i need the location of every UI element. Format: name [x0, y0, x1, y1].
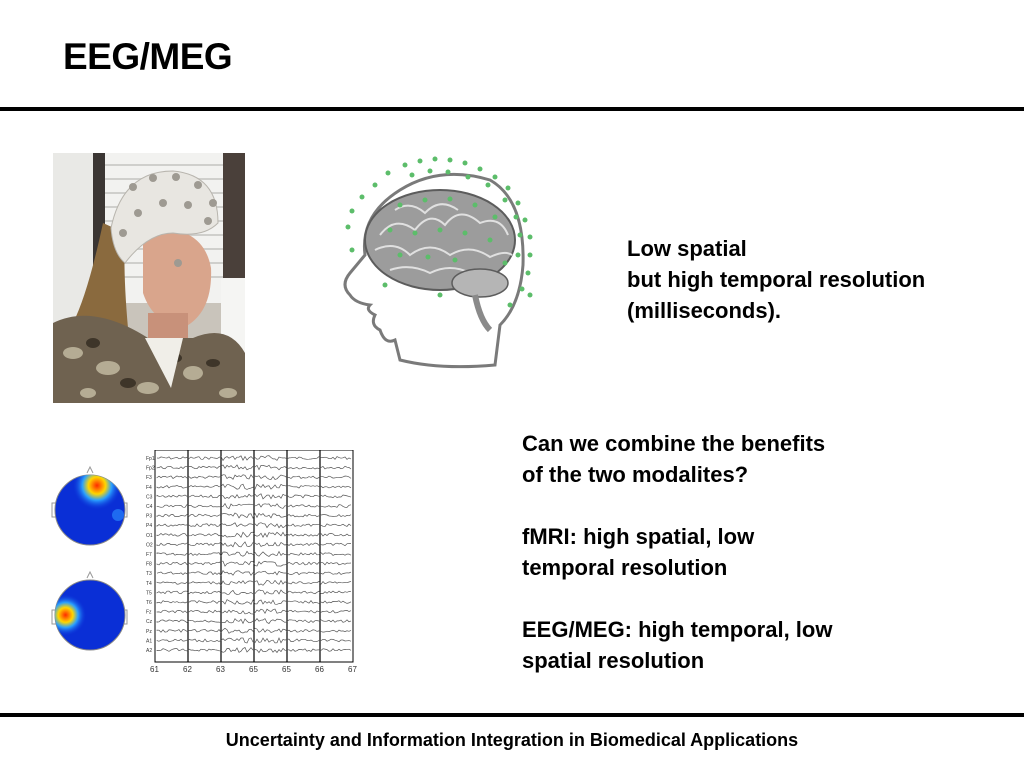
eeg-channel-label: F7: [146, 552, 152, 558]
low-spatial-line-3: (milliseconds).: [627, 298, 782, 323]
eeg-channel-label: Pz: [146, 628, 152, 635]
eeg-channel-label: C3: [146, 494, 153, 501]
low-spatial-line-1: Low spatial: [627, 236, 747, 261]
eeg-channel-label: Fz: [146, 609, 152, 616]
eeg-channel-label: C4: [146, 504, 153, 510]
combine-question-line-2: of the two modalites?: [522, 462, 749, 487]
scalp-topography-maps: [50, 465, 135, 665]
eeg-channel-label: A1: [146, 638, 153, 645]
eeg-channel-label: Cz: [146, 619, 153, 626]
eeg-channel-label: O2: [146, 542, 153, 549]
eeg-channel-label: Fp1: [146, 456, 155, 462]
eeg-time-label: 62: [183, 665, 192, 674]
head-brain-diagram: [340, 155, 540, 375]
eeg-line-2: spatial resolution: [522, 648, 705, 673]
eeg-time-label: 63: [216, 665, 225, 674]
eeg-time-label: 67: [348, 665, 357, 674]
eeg-channel-label: F3: [146, 475, 152, 482]
eeg-channel-label: T6: [146, 600, 152, 606]
eeg-trace-plot: [145, 450, 360, 690]
eeg-time-label: 65: [249, 665, 258, 674]
eeg-channel-label: T3: [146, 571, 152, 578]
eeg-time-label: 61: [150, 665, 159, 674]
eeg-channel-label: T5: [146, 590, 152, 597]
eeg-channel-label: P4: [146, 523, 153, 530]
footer-text: Uncertainty and Information Integration in Biomedical Applications: [225, 730, 799, 750]
eeg-channel-label: F4: [146, 484, 152, 491]
eeg-channel-label: O1: [146, 532, 153, 539]
combine-text-block: [522, 428, 832, 676]
eeg-channel-label: Fp2: [146, 465, 155, 472]
eeg-time-label: 66: [315, 665, 324, 674]
eeg-line-1: EEG/MEG: high temporal, low: [522, 617, 833, 642]
low-spatial-line-2: but high temporal resolution: [627, 267, 926, 292]
eeg-channel-label: T4: [146, 580, 152, 587]
title-divider: [0, 107, 1024, 111]
footer-divider: [0, 713, 1024, 717]
eeg-channel-label: A2: [146, 648, 153, 654]
eeg-time-label: 65: [282, 665, 291, 674]
scalp-map-top: [52, 467, 127, 545]
fmri-line-2: temporal resolution: [522, 555, 728, 580]
combine-question-line-1: Can we combine the benefits: [522, 431, 826, 456]
fmri-line-1: fMRI: high spatial, low: [522, 524, 755, 549]
scalp-map-bottom: [52, 572, 127, 650]
eeg-channel-label: F8: [146, 561, 152, 568]
low-spatial-text: [627, 233, 925, 326]
eeg-cap-photo: [53, 153, 245, 403]
slide-title: EEG/MEG: [63, 36, 233, 77]
eeg-channel-label: P3: [146, 513, 153, 520]
